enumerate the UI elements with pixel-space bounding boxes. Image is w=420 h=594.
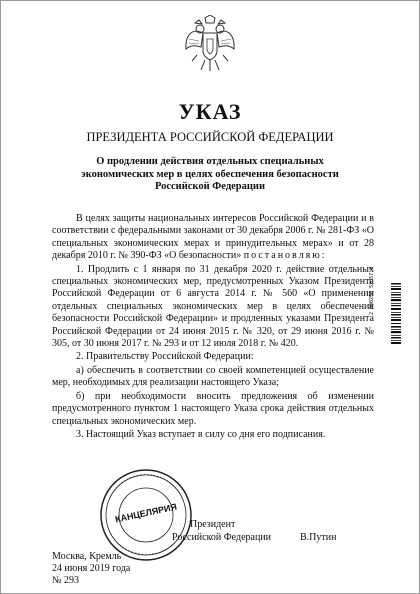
subject-line: экономических мер в целях обеспечения безопасности: [81, 168, 339, 180]
intro-text: В целях защиты национальных интересов Российской Федерации и в соответствии с федеральными законами от 30 декабря 2006 г. № 281-ФЗ «О специальных экономических мерах и принудительных мерах» и от 28 декабря 2010 г. № 390-ФЗ «О безопасности»: [52, 213, 374, 262]
decree-word: постановляю:: [243, 250, 327, 262]
barcode: [383, 283, 401, 345]
subject-line: Российской Федерации: [154, 181, 266, 192]
paragraph-2a: а) обеспечить в соответствии со своей компетенцией осуществление мер, необходимых для реализации настоящего Указа;: [52, 364, 374, 389]
signatory-name: В.Путин: [300, 532, 337, 543]
decree-number: № 293: [52, 575, 80, 586]
document-title: УКАЗ: [178, 99, 242, 124]
paragraph-2b: б) при необходимости вносить предложения об изменении предусмотренного пунктом 1 настоящего Указа срока действия отдельных специальных экономических мер.: [52, 390, 374, 427]
stamp-label: КАНЦЕЛЯРИЯ: [114, 501, 178, 525]
paragraph-3: 3. Настоящий Указ вступает в силу со дня его подписания.: [76, 428, 326, 440]
paragraph-1: 1. Продлить с 1 января по 31 декабря 2020 г. действие отдельных специальных экономических мер, предусмотренных Указом Президента Российской Федерации от 6 августа 2014 г. № 560 «О применении отдельных специальных экономических мер в целях обеспечения безопасности Российской Федерации» и продленных указами Президента Российской Федерации от 24 июня 2015 г. № 320, от 29 июня 2016 г. № 305, от 30 июня 2017 г. № 293 и от 12 июля 2018 г. № 420.: [52, 263, 374, 350]
subject-line: О продлении действия отдельных специальных: [96, 156, 324, 167]
document-subtitle: ПРЕЗИДЕНТА РОССИЙСКОЙ ФЕДЕРАЦИИ: [86, 130, 334, 144]
intro-paragraph: [52, 213, 374, 263]
signature-title-line1: Президент: [190, 519, 236, 530]
russian-coat-of-arms-icon: [183, 15, 237, 73]
issue-date: 24 июня 2019 года: [52, 563, 131, 574]
decree-subject: [60, 156, 360, 194]
decree-body: [52, 213, 374, 442]
signature-title-line2: Российской Федерации: [172, 532, 272, 543]
issue-place: Москва, Кремль: [52, 551, 122, 562]
paragraph-2: 2. Правительству Российской Федерации:: [76, 351, 254, 363]
